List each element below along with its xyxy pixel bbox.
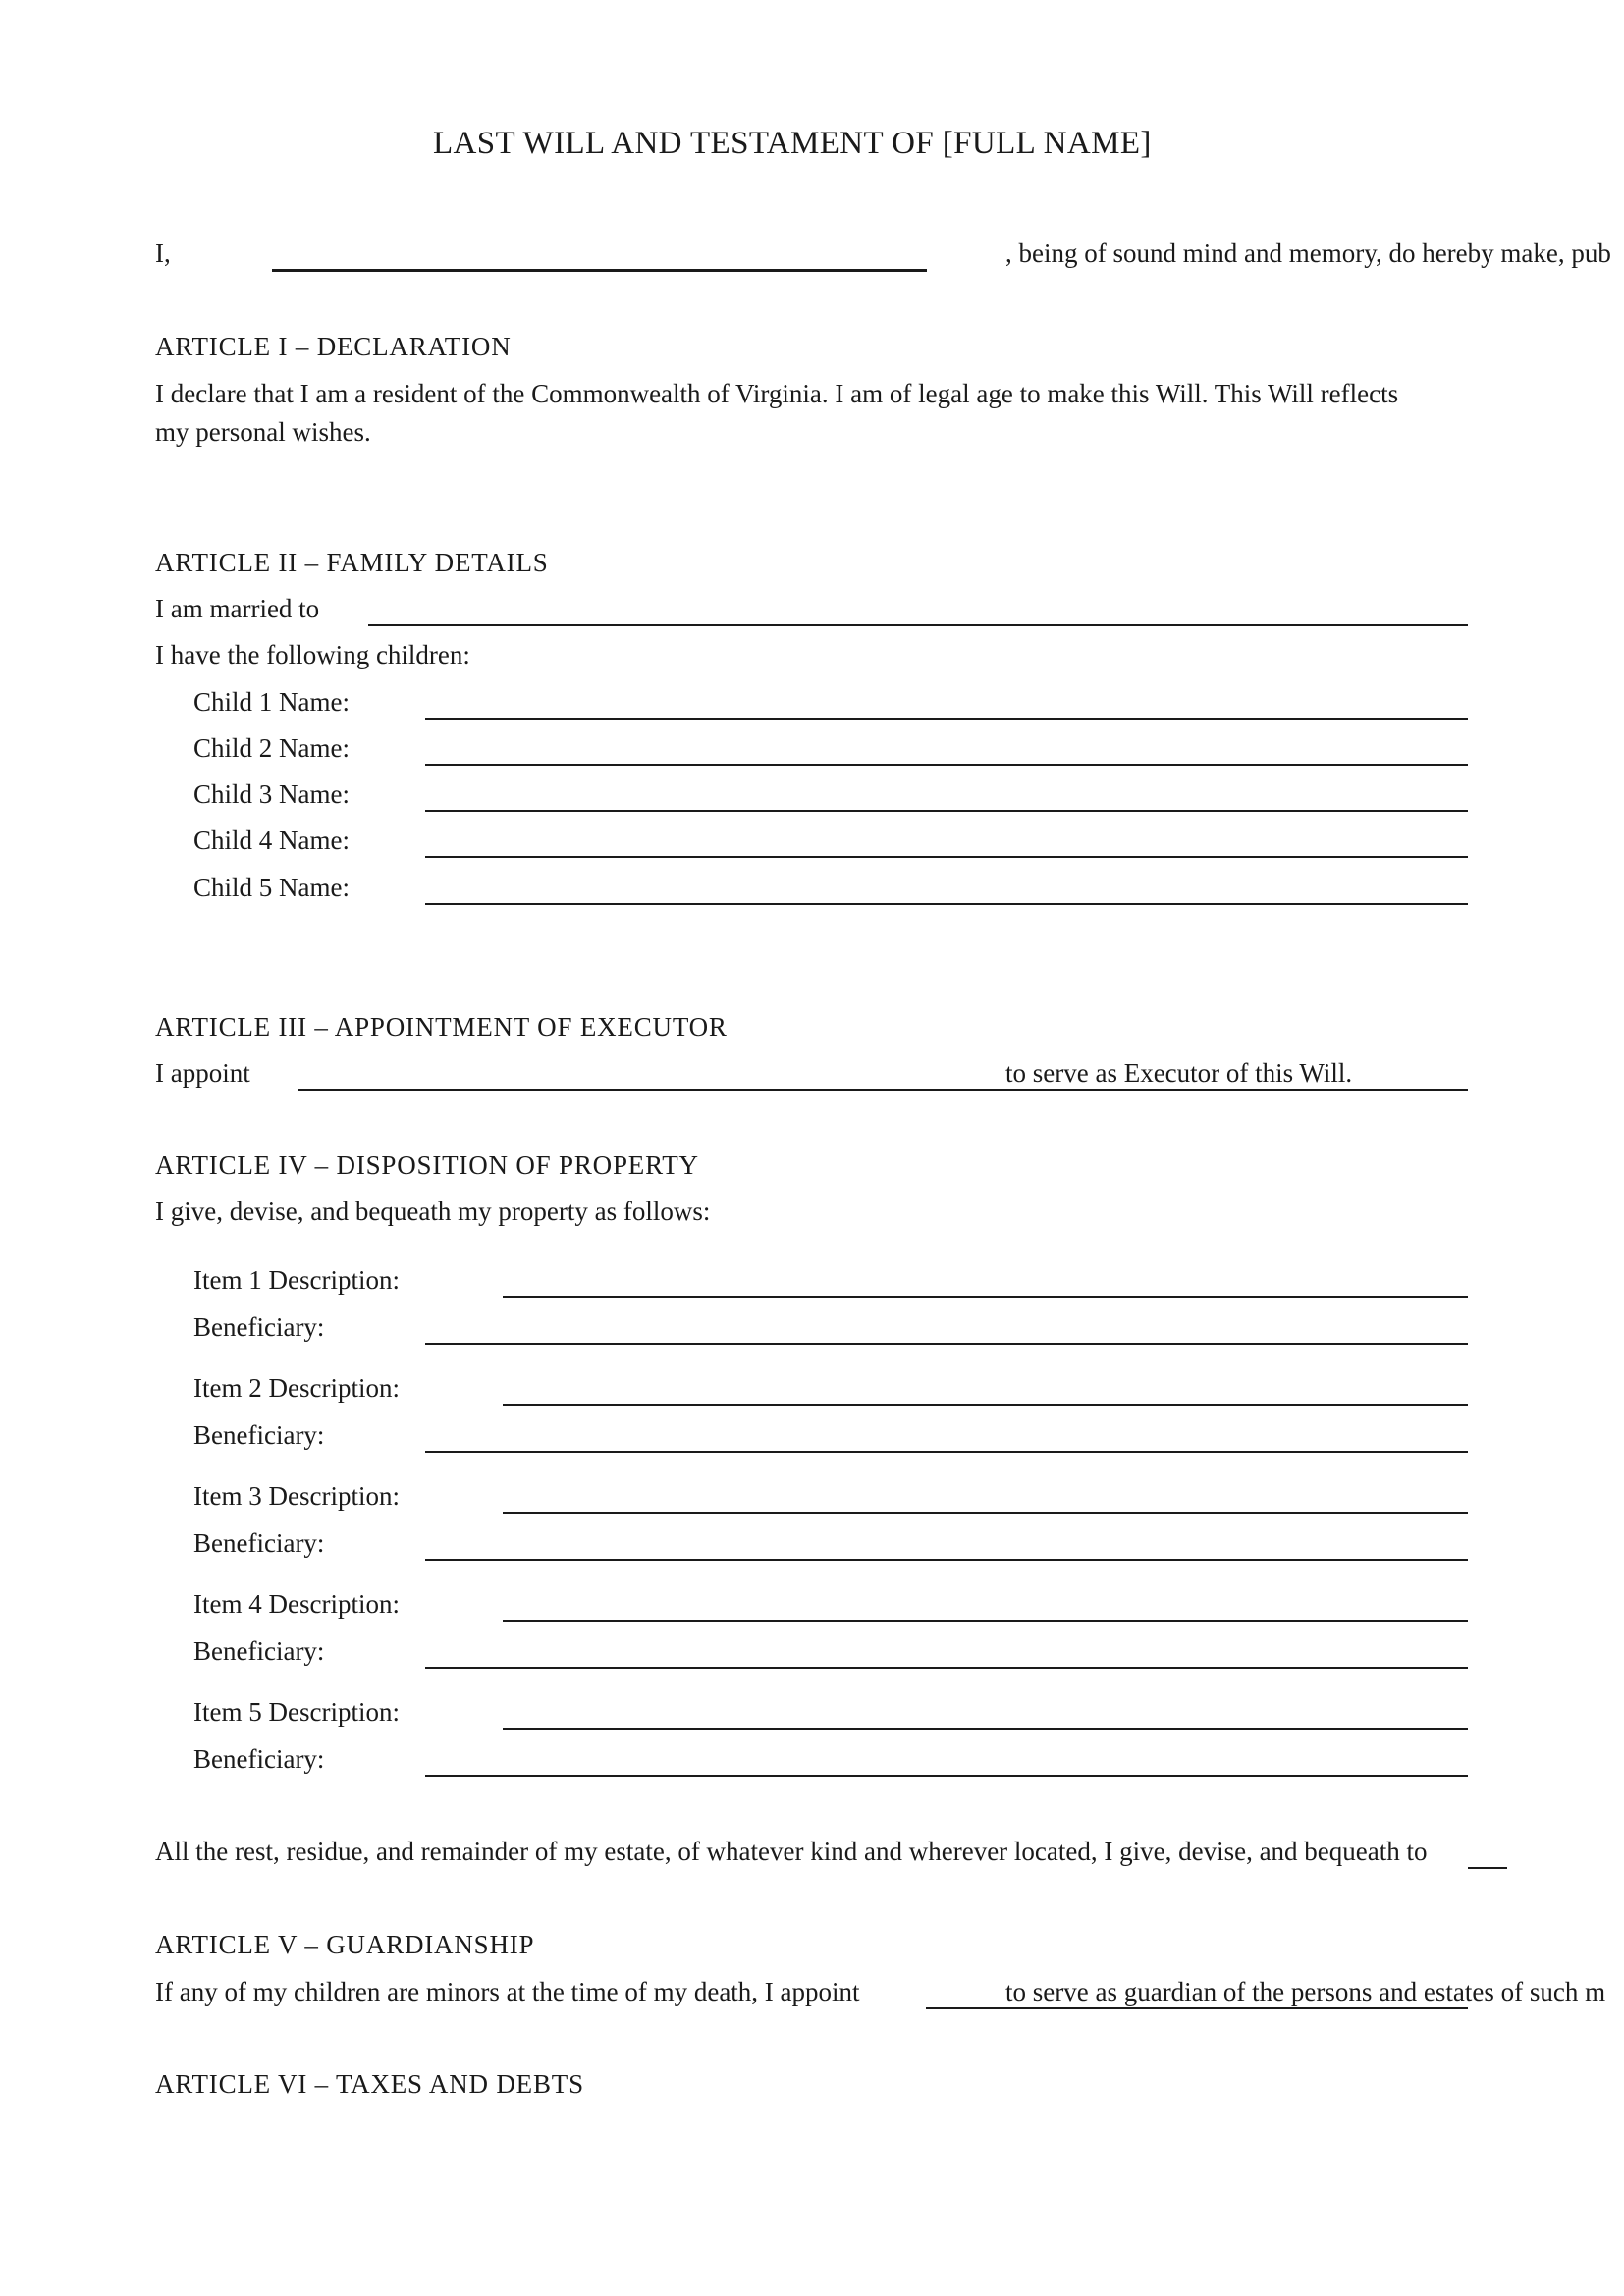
child-4-name-field[interactable]	[425, 856, 1468, 858]
child-2-label: Child 2 Name:	[193, 733, 350, 763]
executor-suffix: to serve as Executor of this Will.	[1005, 1058, 1353, 1088]
article-3-heading: ARTICLE III – APPOINTMENT OF EXECUTOR	[155, 1012, 728, 1041]
intro-suffix: , being of sound mind and memory, do hereby make, pub	[1005, 239, 1611, 268]
residue-clause: All the rest, residue, and remainder of my estate, of whatever kind and wherever located, I give, devise, and bequeath to	[155, 1837, 1428, 1866]
item-5-description-label: Item 5 Description:	[193, 1697, 400, 1727]
residue-beneficiary-field[interactable]	[1468, 1867, 1507, 1869]
spouse-name-field[interactable]	[368, 624, 1468, 626]
item-4-description-label: Item 4 Description:	[193, 1589, 400, 1619]
child-3-label: Child 3 Name:	[193, 779, 350, 809]
item-1-beneficiary-field[interactable]	[425, 1343, 1468, 1345]
item-5-description-field[interactable]	[503, 1728, 1468, 1730]
child-5-name-field[interactable]	[425, 903, 1468, 905]
guardian-name-field[interactable]	[926, 2007, 1468, 2009]
item-3-description-field[interactable]	[503, 1512, 1468, 1514]
article-4-heading: ARTICLE IV – DISPOSITION OF PROPERTY	[155, 1150, 699, 1180]
item-4-description-field[interactable]	[503, 1620, 1468, 1622]
testator-name-field[interactable]	[272, 269, 927, 272]
article-1-heading: ARTICLE I – DECLARATION	[155, 332, 512, 361]
document-title: LAST WILL AND TESTAMENT OF [FULL NAME]	[433, 126, 1152, 161]
article-5-heading: ARTICLE V – GUARDIANSHIP	[155, 1930, 535, 1959]
child-1-label: Child 1 Name:	[193, 687, 350, 717]
item-2-description-label: Item 2 Description:	[193, 1373, 400, 1403]
guardianship-suffix: to serve as guardian of the persons and estates of such m	[1005, 1977, 1606, 2006]
item-5-beneficiary-field[interactable]	[425, 1775, 1468, 1777]
item-4-beneficiary-label: Beneficiary:	[193, 1636, 325, 1666]
child-1-name-field[interactable]	[425, 718, 1468, 720]
article-1-text-line-1: I declare that I am a resident of the Commonwealth of Virginia. I am of legal age to make this Will. This Will reflects	[155, 379, 1399, 408]
article-4-intro: I give, devise, and bequeath my property as follows:	[155, 1197, 711, 1226]
item-4-beneficiary-field[interactable]	[425, 1667, 1468, 1669]
item-2-beneficiary-label: Beneficiary:	[193, 1420, 325, 1450]
item-1-beneficiary-label: Beneficiary:	[193, 1312, 325, 1342]
married-label: I am married to	[155, 594, 320, 623]
item-1-description-field[interactable]	[503, 1296, 1468, 1298]
executor-label: I appoint	[155, 1058, 250, 1088]
children-intro: I have the following children:	[155, 640, 470, 669]
child-5-label: Child 5 Name:	[193, 873, 350, 902]
article-1-text-line-2: my personal wishes.	[155, 417, 371, 447]
article-6-heading: ARTICLE VI – TAXES AND DEBTS	[155, 2069, 584, 2099]
item-3-description-label: Item 3 Description:	[193, 1481, 400, 1511]
item-2-beneficiary-field[interactable]	[425, 1451, 1468, 1453]
item-1-description-label: Item 1 Description:	[193, 1265, 400, 1295]
item-3-beneficiary-field[interactable]	[425, 1559, 1468, 1561]
item-3-beneficiary-label: Beneficiary:	[193, 1528, 325, 1558]
executor-name-field[interactable]	[298, 1089, 1468, 1091]
item-2-description-field[interactable]	[503, 1404, 1468, 1406]
article-2-heading: ARTICLE II – FAMILY DETAILS	[155, 548, 549, 577]
child-3-name-field[interactable]	[425, 810, 1468, 812]
intro-prefix: I,	[155, 239, 171, 268]
guardianship-text: If any of my children are minors at the time of my death, I appoint	[155, 1977, 860, 2006]
child-4-label: Child 4 Name:	[193, 826, 350, 855]
child-2-name-field[interactable]	[425, 764, 1468, 766]
item-5-beneficiary-label: Beneficiary:	[193, 1744, 325, 1774]
